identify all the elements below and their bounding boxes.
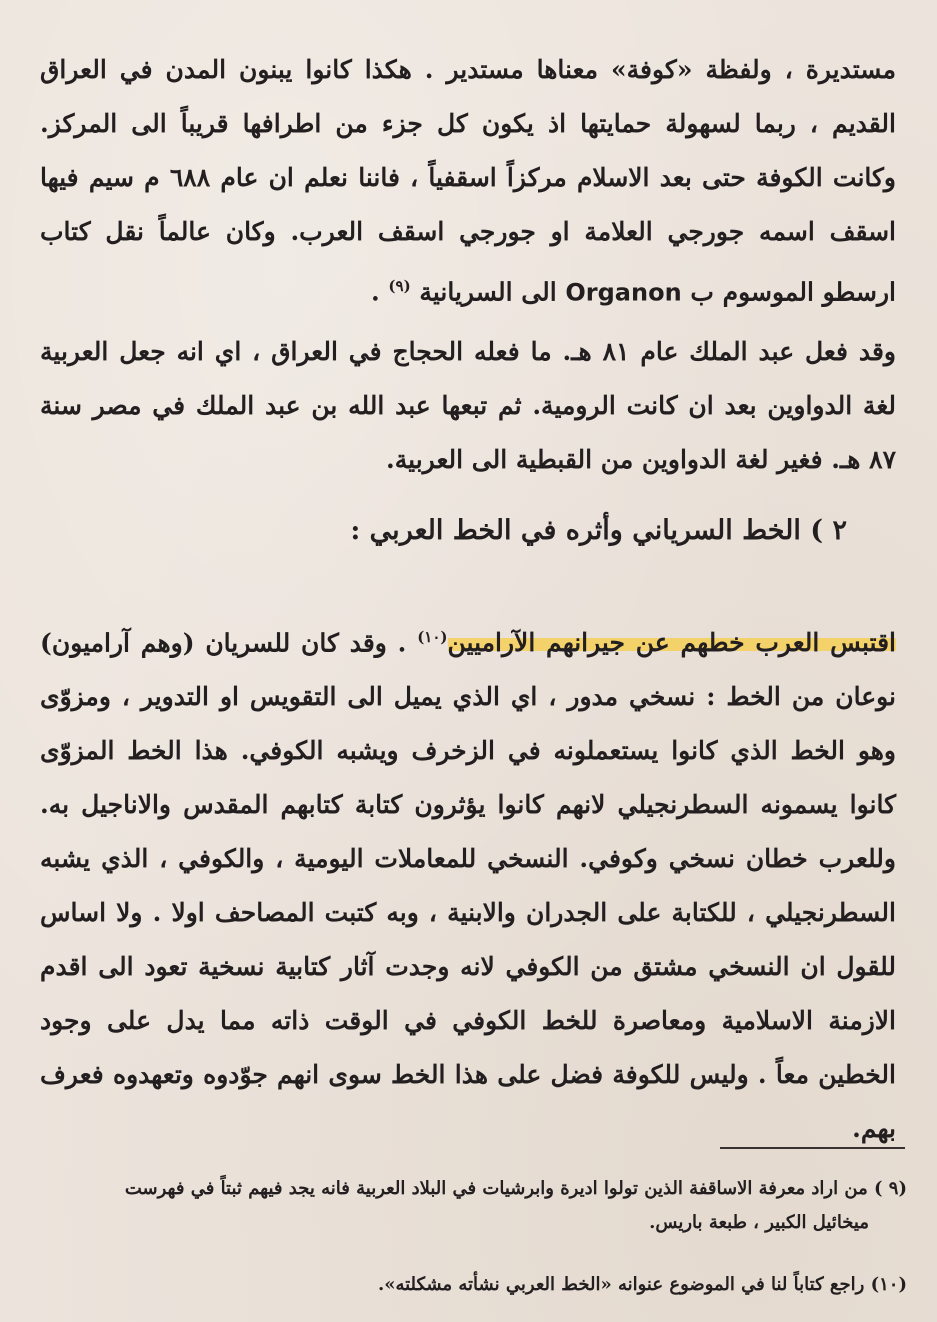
- footnote-10: [27, 1268, 907, 1302]
- footnote-9: [27, 1172, 907, 1240]
- paragraph-kufa-text-end: الى السريانية: [419, 277, 557, 307]
- paragraph-kufa: [40, 43, 896, 319]
- paragraph-syriac-text: . وقد كان للسريان (وهم آراميون) نوعان من الخط : نسخي مدور ، اي الذي يميل الى التقويس او التدوير ، ومزوّى وهو الخط الذي كانوا يستعملونه في الزخرف ويشبه الكوفي. هذا الخط المزوّى كانوا يسمونه السطرنجيلي لانهم كانوا يؤثرون كتابة كتابهم المقدس والاناجيل به. وللعرب خطان نسخي وكوفي. النسخي للمعاملات اليومية ، والكوفي ، الذي يشبه السطرنجيلي ، للكتابة على الجدران والابنية ، وبه كتبت المصاحف اولا . ولا اساس للقول ان النسخي مشتق من الكوفي لانه وجدت آثار كتابية نسخية تعود الى اقدم الازمنة الاسلامية ومعاصرة للخط الكوفي في الوقت ذاته مما يدل على وجود الخطين معاً . وليس للكوفة فضل على هذا الخط سوى انهم جوّدوه وتعهدوه فعرف بهم.: [40, 628, 896, 1144]
- highlighted-text: اقتبس العرب خطهم عن جيرانهم الآراميين: [447, 628, 896, 658]
- paragraph-kufa-text: مستديرة ، ولفظة «كوفة» معناها مستدير . هكذا كانوا يبنون المدن في العراق القديم ، ربما لسهولة حمايتها اذ يكون كل جزء من اطرافها قريباً الى المركز. وكانت الكوفة حتى بعد الاسلام مركزاً اسقفياً ، فاننا نعلم ان عام ٦٨٨ م سيم فيها اسقف اسمه جورجي العلامة او جورجي اسقف العرب. وكان عالماً نقل كتاب ارسطو الموسوم ب: [40, 55, 897, 307]
- footnote-ref-10[interactable]: (١٠): [417, 628, 448, 646]
- footnote-divider: [720, 1147, 905, 1149]
- paragraph-abd-al-malik: وقد فعل عبد الملك عام ٨١ هـ. ما فعله الحجاج في العراق ، اي انه جعل العربية لغة الدواوين بعد ان كانت الرومية. ثم تبعها عبد الله بن عبد الملك في مصر سنة ٨٧ هـ. فغير لغة الدواوين من القبطية الى العربية.: [40, 337, 896, 474]
- section-heading: ٢ ) الخط السرياني وأثره في الخط العربي :: [350, 515, 847, 546]
- paragraph-kufa-period: .: [370, 277, 380, 307]
- paragraph-syriac-script: [40, 610, 896, 1156]
- footnote-ref-9[interactable]: (٩): [388, 277, 411, 295]
- footnote-10-line-1: (١٠) راجع كتاباً لنا في الموضوع عنوانه «الخط العربي نشأته مشكلته».: [377, 1274, 907, 1295]
- latin-word-organon: Organon: [565, 278, 682, 307]
- footnote-9-line-2: ميخائيل الكبير ، طبعة باريس.: [649, 1212, 869, 1233]
- footnote-9-line-1: (٩ ) من اراد معرفة الاساقفة الذين تولوا اديرة وابرشيات في البلاد العربية فانه يجد فيهم ثبتاً في فهرست: [124, 1178, 907, 1199]
